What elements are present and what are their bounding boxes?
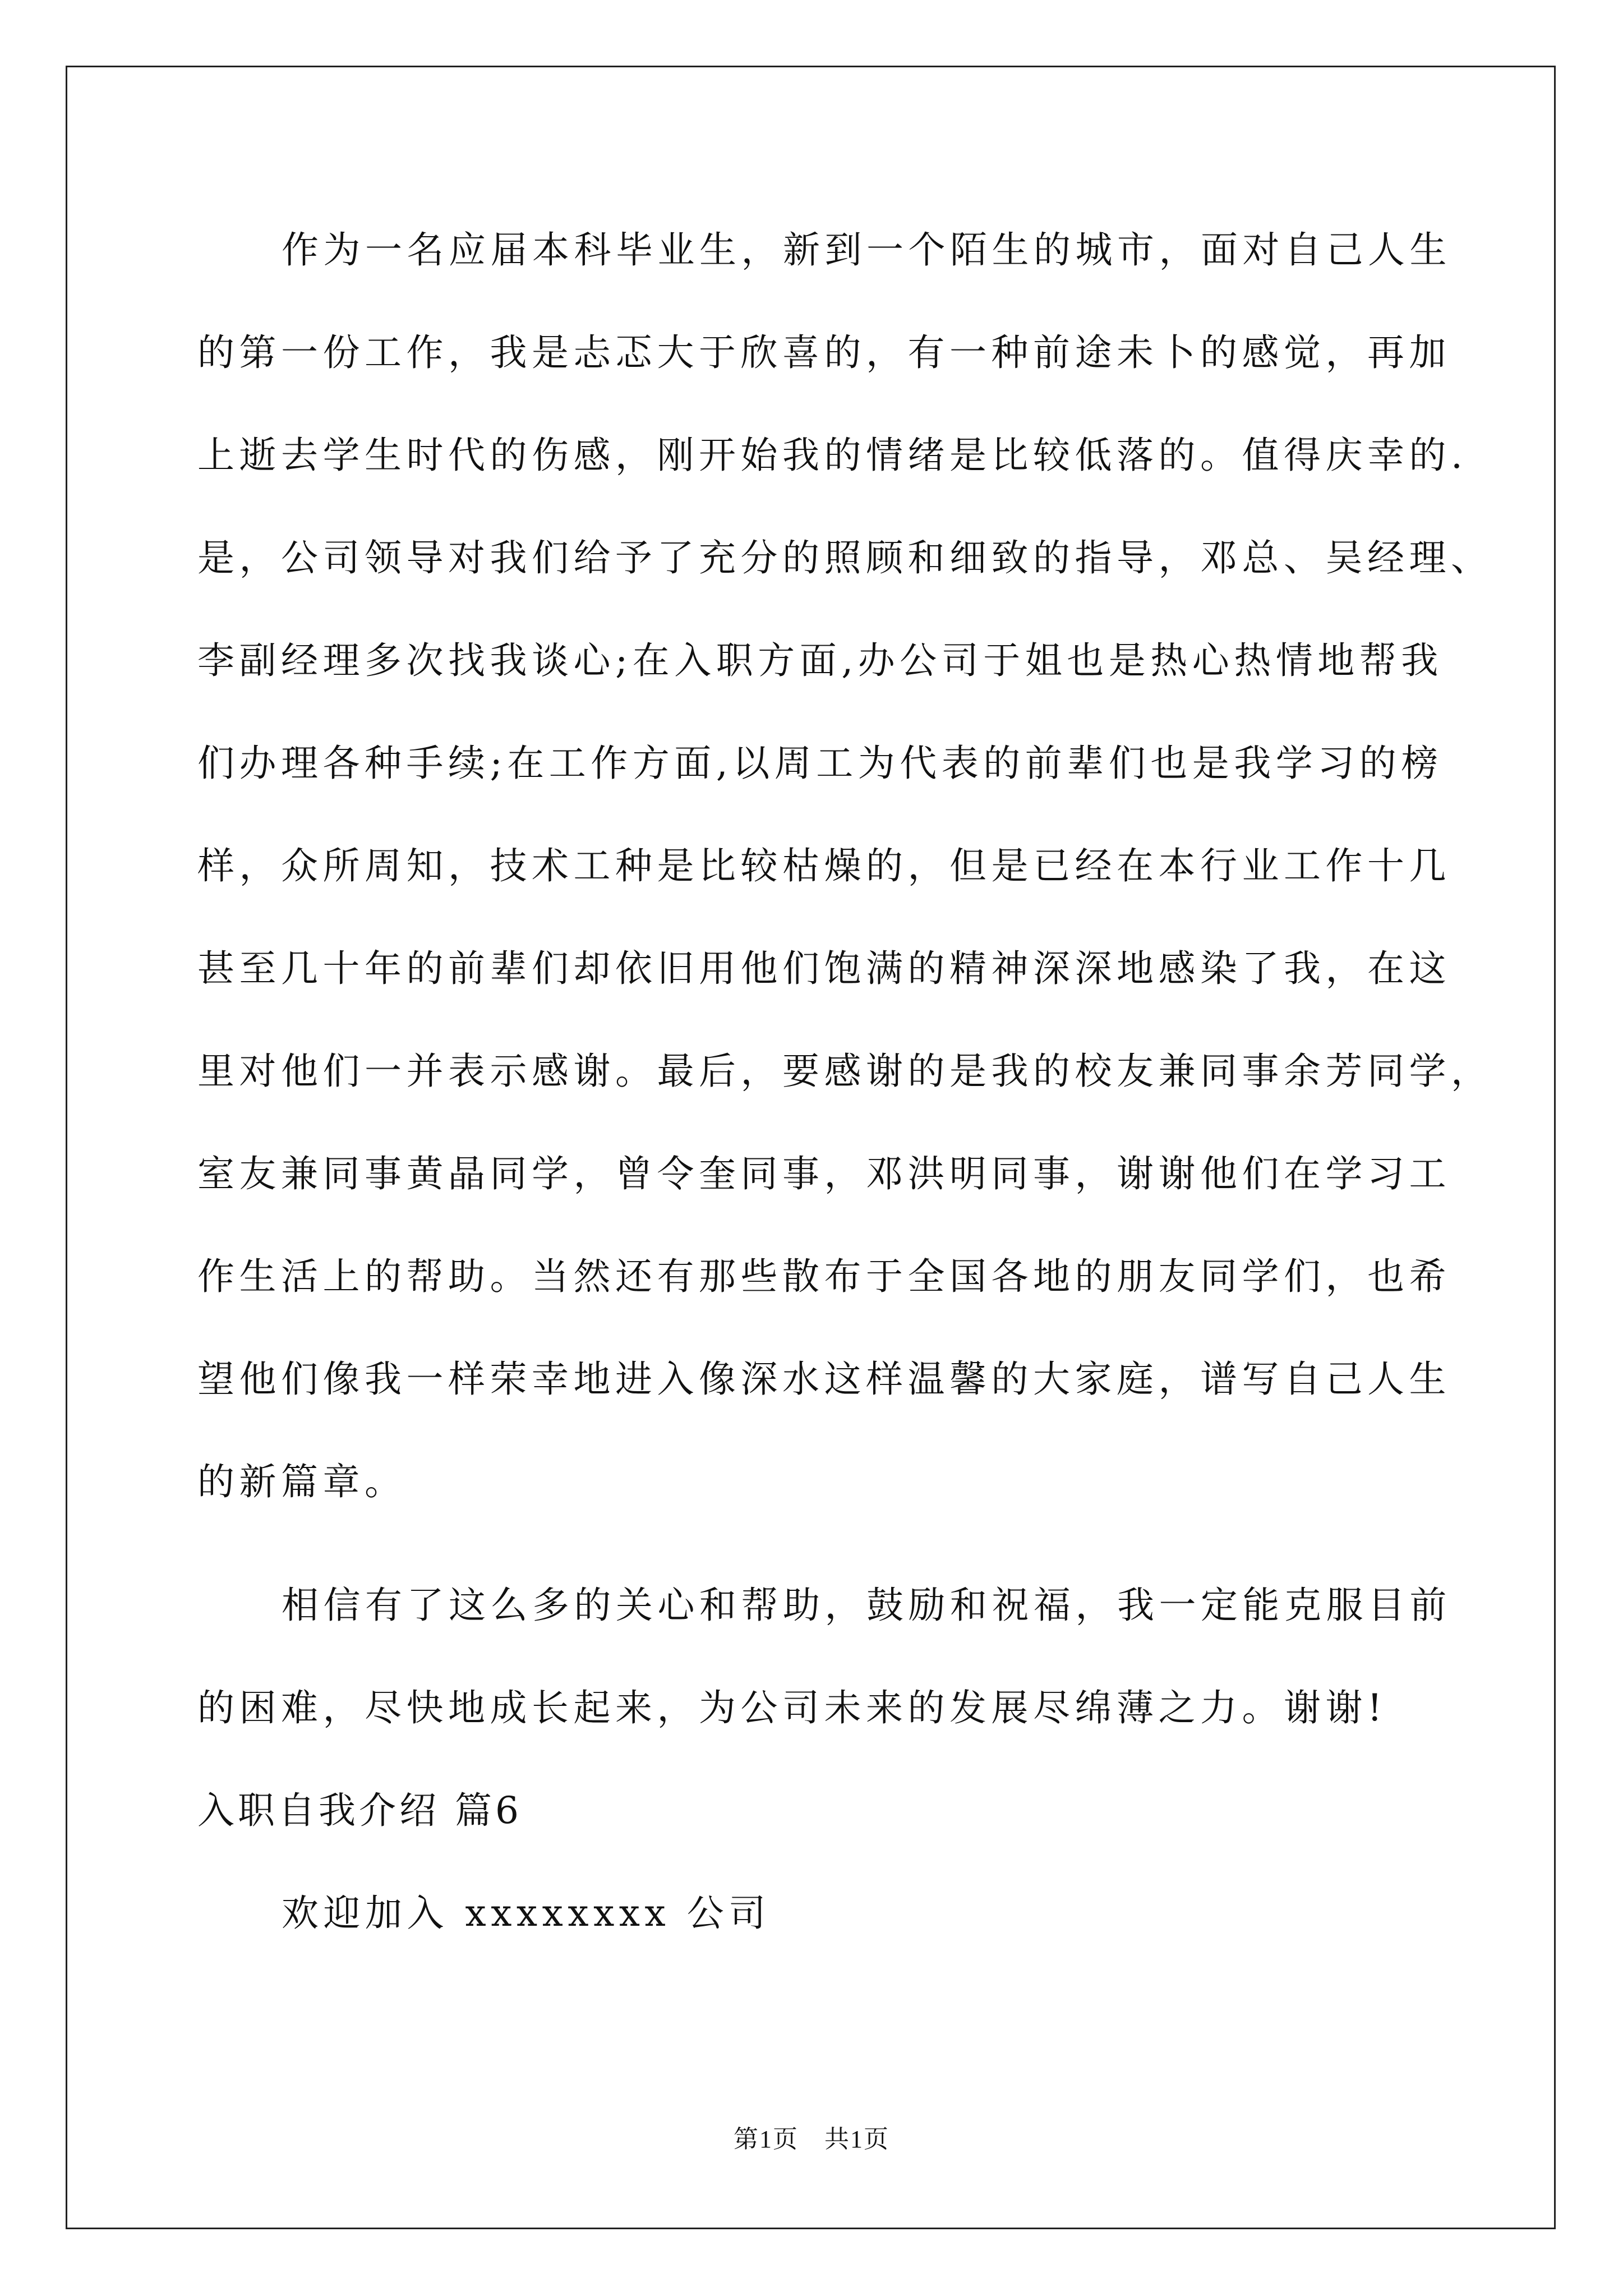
paragraph-line: 是，公司领导对我们给予了充分的照顾和细致的指导，邓总、吴经理、: [197, 536, 1493, 579]
paragraph-line: 里对他们一并表示感谢。最后，要感谢的是我的校友兼同事余芳同学，: [197, 1050, 1493, 1093]
paragraph-line: 上逝去学生时代的伤感，刚开始我的情绪是比较低落的。值得庆幸的.: [197, 434, 1468, 477]
paragraph-line: 作为一名应届本科毕业生，新到一个陌生的城市，面对自己人生: [282, 228, 1451, 272]
paragraph-line: 欢迎加入 xxxxxxxx 公司: [282, 1892, 771, 1935]
paragraph-line: 相信有了这么多的关心和帮助，鼓励和祝福，我一定能克服目前: [282, 1584, 1451, 1627]
paragraph-line: 甚至几十年的前辈们却依旧用他们饱满的精神深深地感染了我，在这: [197, 947, 1451, 990]
page-footer: 第1页 共1页: [734, 2125, 889, 2153]
paragraph-line: 们办理各种手续;在工作方面,以周工为代表的前辈们也是我学习的榜: [197, 742, 1443, 785]
paragraph-line: 样，众所周知，技术工种是比较枯燥的，但是已经在本行业工作十几: [197, 844, 1451, 887]
paragraph-line: 望他们像我一样荣幸地进入像深水这样温馨的大家庭，谱写自己人生: [197, 1358, 1451, 1401]
paragraph-line: 作生活上的帮助。当然还有那些散布于全国各地的朋友同学们，也希: [197, 1255, 1451, 1298]
paragraph-line: 李副经理多次找我谈心;在入职方面,办公司于姐也是热心热情地帮我: [197, 639, 1443, 682]
section-heading: 入职自我介绍 篇6: [197, 1789, 522, 1832]
paragraph-line: 的第一份工作，我是忐忑大于欣喜的，有一种前途未卜的感觉，再加: [197, 331, 1451, 374]
paragraph-line: 室友兼同事黄晶同学，曾令奎同事，邓洪明同事，谢谢他们在学习工: [197, 1152, 1451, 1195]
paragraph-line: 的新篇章。: [197, 1460, 407, 1503]
paragraph-line: 的困难，尽快地成长起来，为公司未来的发展尽绵薄之力。谢谢!: [197, 1686, 1387, 1729]
